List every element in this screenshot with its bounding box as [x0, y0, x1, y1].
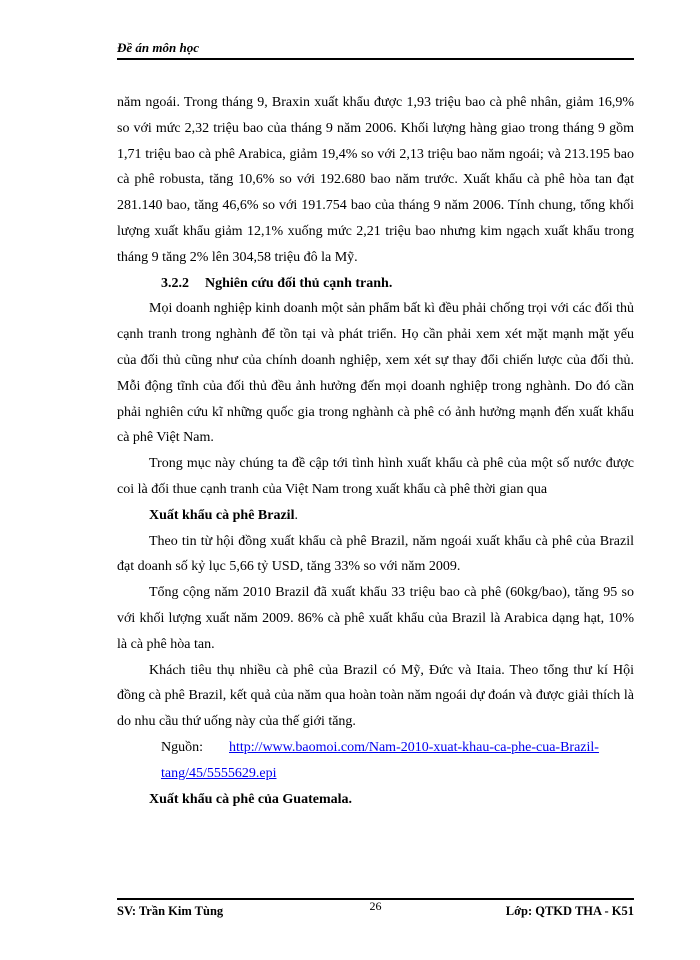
heading-guatemala-exports: Xuất khẩu cà phê của Guatemala.: [149, 791, 353, 807]
source-link-part2: tang/45/5555629.epi: [161, 765, 277, 781]
heading-brazil-text: Xuất khẩu cà phê Brazil: [149, 507, 295, 523]
document-body: [117, 90, 634, 812]
section-title: Nghiên cứu đối thủ cạnh tranh.: [205, 275, 393, 291]
section-number: 3.2.2: [161, 275, 189, 291]
footer-class: Lớp: QTKD THA - K51: [505, 904, 634, 918]
page-footer: [117, 898, 634, 920]
paragraph-brazil-september-exports: năm ngoái. Trong tháng 9, Braxin xuất khẩu được 1,93 triệu bao cà phê nhân, giảm 16,9% so với mức 2,32 triệu bao của tháng 9 năm 2006. Khối lượng hàng giao trong tháng 9 gồm 1,71 triệu bao cà phê Arabica, giảm 19,4% so với 2,13 triệu bao năm ngoái; và 213.195 bao cà phê robusta, tăng 10,6% so với 192.680 bao năm trước. Xuất khẩu cà phê hòa tan đạt 281.140 bao, tăng 46,6% so với 191.754 bao của tháng 9 năm 2006. Tính chung, tổng khối lượng xuất khẩu giảm 12,1% xuống mức 2,21 triệu bao nhưng kim ngạch xuất khẩu trong tháng 9 tăng 2% lên 304,58 triệu đô la Mỹ.: [117, 95, 634, 265]
heading-brazil-period: .: [294, 507, 298, 523]
paragraph-brazil-consumers: Khách tiêu thụ nhiều cà phê của Brazil có Mỹ, Đức và Itaia. Theo tổng thư kí Hội đồng cà phê Brazil, kết quả của năm qua hoàn toàn năm ngoái dự đoán và được giải thích là do nhu cầu thứ uống này của thế giới tăng.: [117, 662, 634, 730]
page-header: [117, 40, 634, 60]
paragraph-section-intro: Trong mục này chúng ta đề cập tới tình hình xuất khẩu cà phê của một số nước được coi là đối thue cạnh tranh của Việt Nam trong xuất khẩu cà phê thời gian qua: [117, 456, 634, 497]
paragraph-brazil-revenue: Theo tin từ hội đồng xuất khẩu cà phê Brazil, năm ngoái xuất khẩu cà phê của Brazil đạt doanh số kỷ lục 5,66 tỷ USD, tăng 33% so với năm 2009.: [117, 533, 634, 575]
page-number: 26: [369, 899, 382, 913]
source-label: Nguồn:: [161, 739, 203, 755]
paragraph-brazil-volume: Tổng cộng năm 2010 Brazil đã xuất khẩu 33 triệu bao cà phê (60kg/bao), tăng 95 so với khối lượng xuất năm 2009. 86% cà phê xuất khẩu của Brazil là Arabica dạng hạt, 10% là cà phê hòa tan.: [117, 585, 634, 652]
header-title: Đề án môn học: [117, 40, 199, 55]
section-heading: [117, 271, 634, 297]
source-citation: [117, 735, 634, 787]
source-link-part1: http://www.baomoi.com/Nam-2010-xuat-khau-ca-phe-cua-Brazil-: [229, 739, 599, 755]
heading-brazil-exports: [117, 503, 634, 529]
footer-student: SV: Trần Kim Tùng: [117, 904, 224, 918]
paragraph-competitor-research: Mọi doanh nghiệp kinh doanh một sản phẩm bất kì đều phải chống trọi với các đối thủ cạnh tranh trong nghành để tồn tại và phát triển. Họ cần phải xem xét mặt mạnh mặt yếu của đối thủ cũng như của chính doanh nghiệp, xem xét sự thay đổi chiến lược của đối thủ. Mỗi động tĩnh của đối thủ đều ảnh hưởng đến mọi doanh nghiệp trong nghành. Do đó cần phải nghiên cứu kĩ những quốc gia trong nghành cà phê có ảnh hưởng mạnh đến xuất khẩu cà phê Việt Nam.: [117, 301, 634, 446]
